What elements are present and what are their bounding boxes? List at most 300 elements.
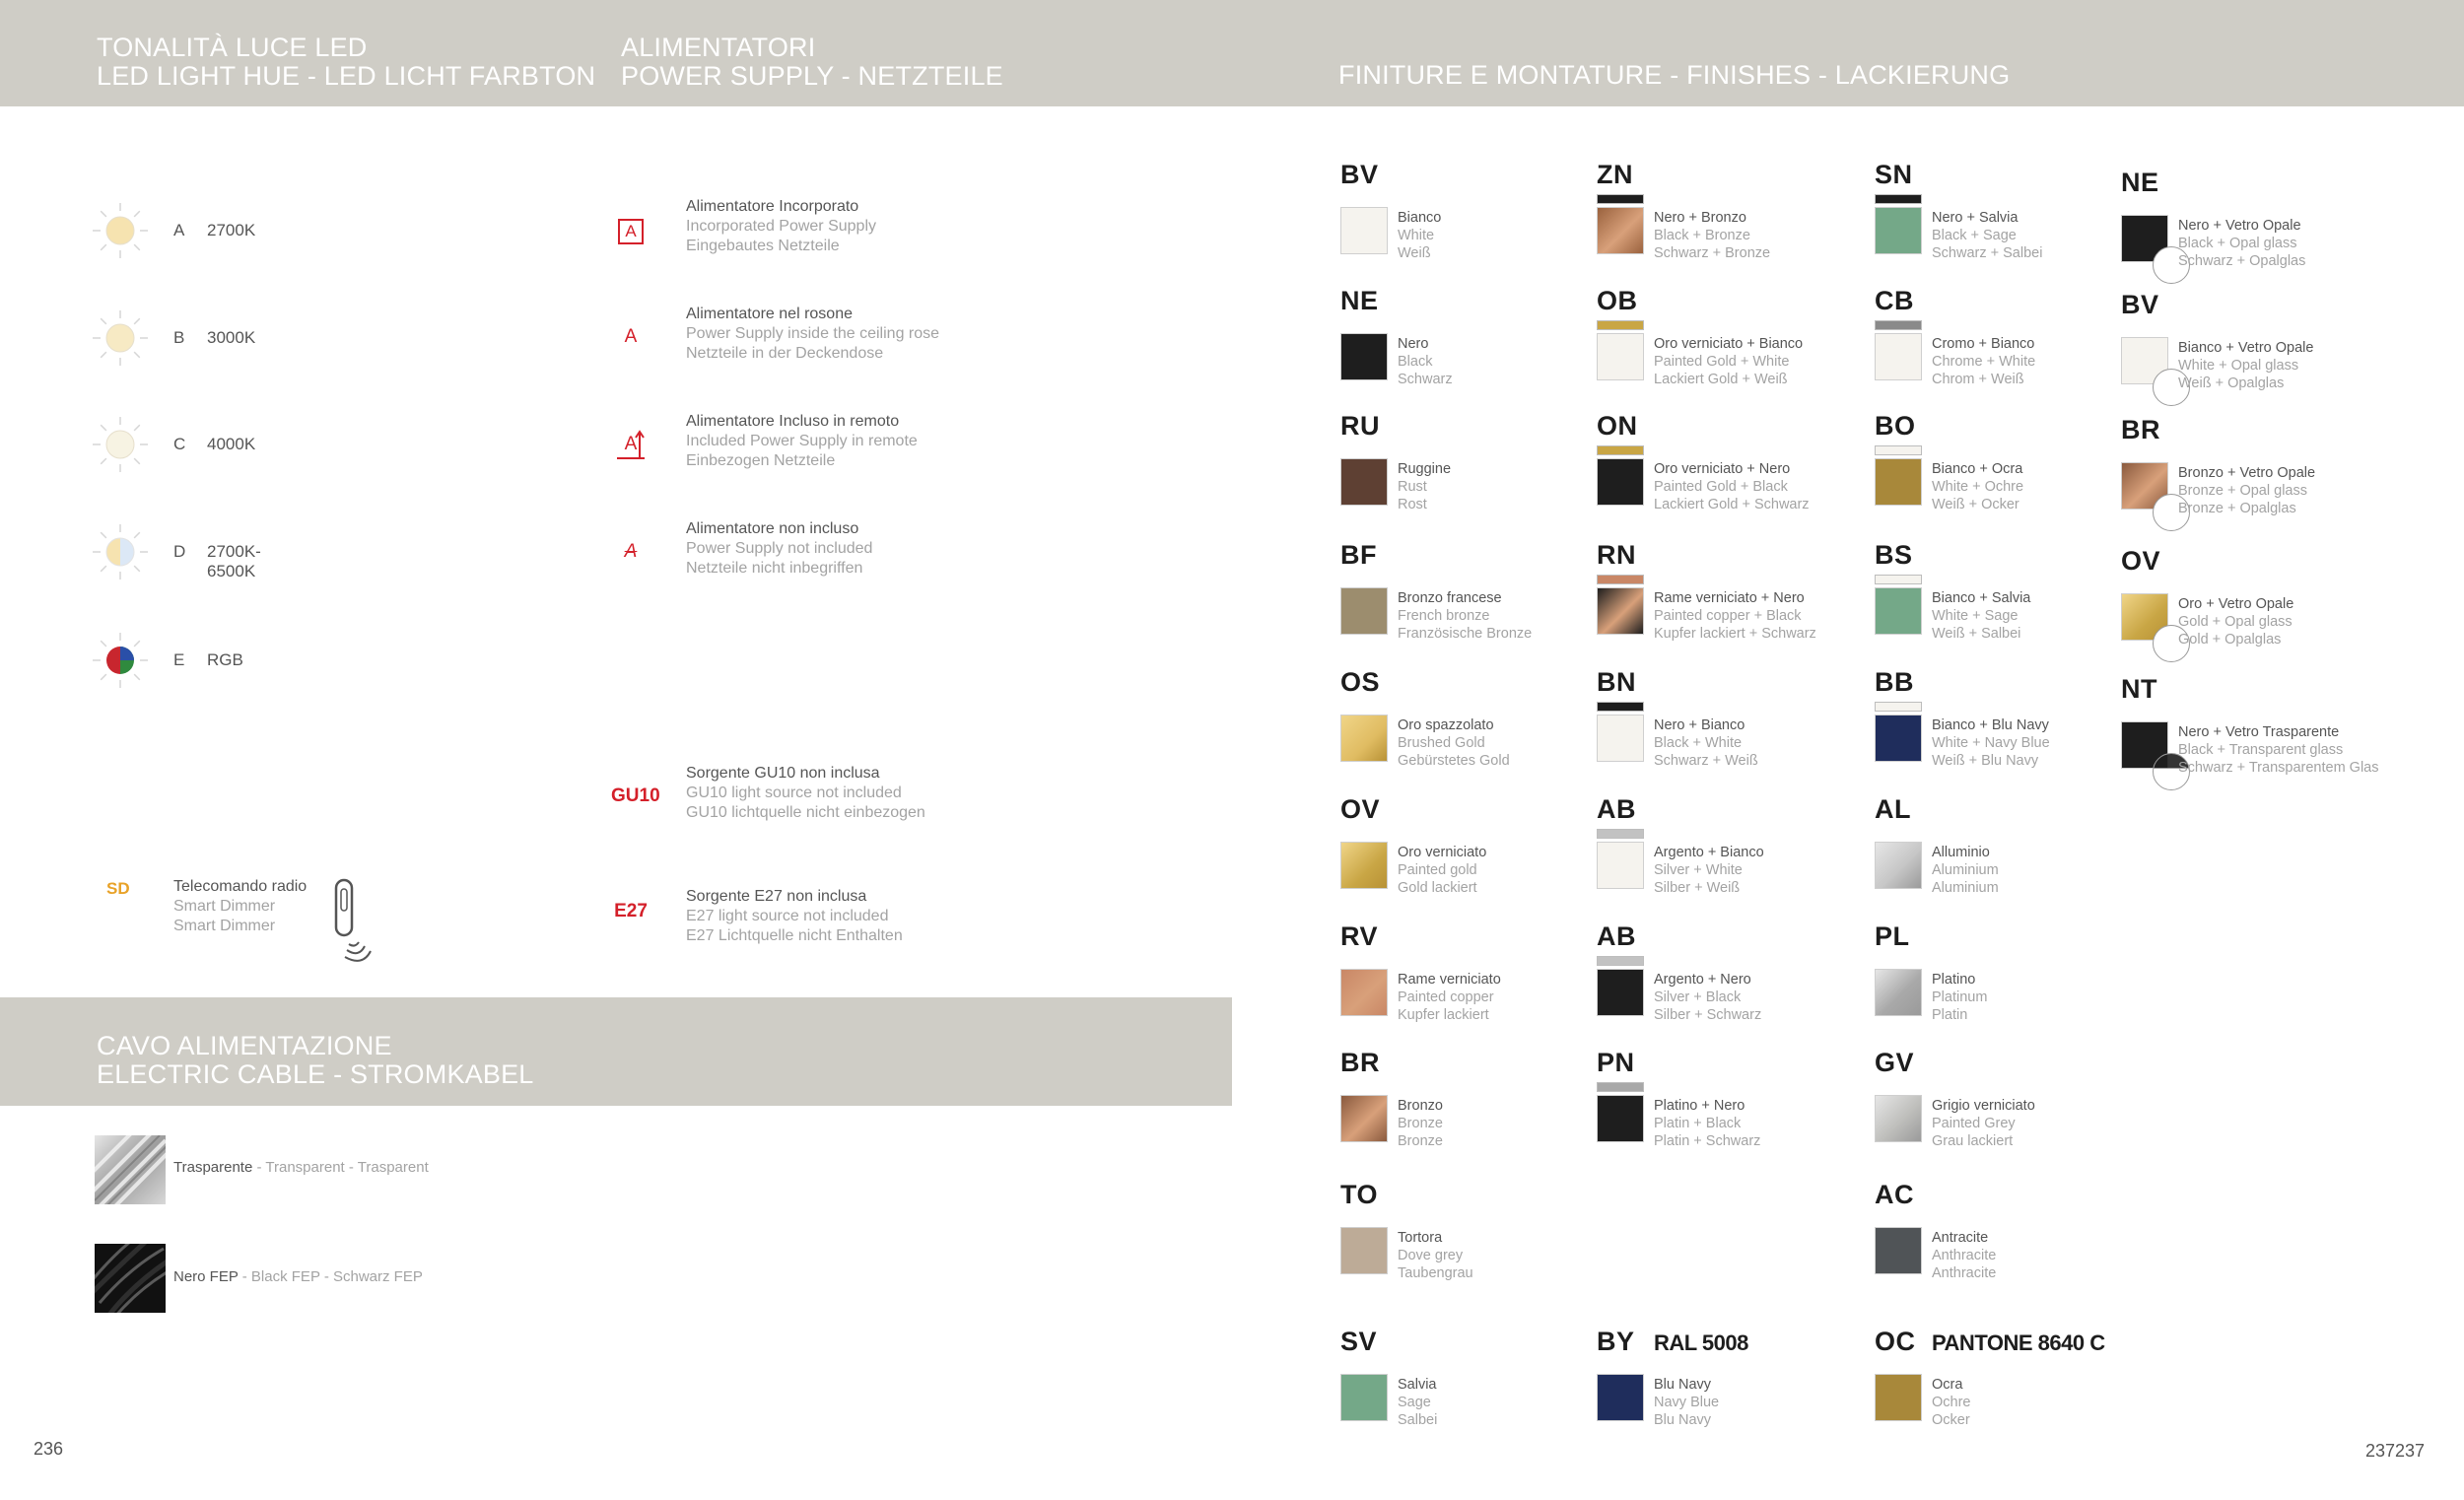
- cable-label-black: [173, 1268, 423, 1285]
- finish-description: [1932, 844, 1999, 897]
- power-supply-line-1: Alimentatore Incluso in remoto: [686, 413, 900, 430]
- finish-mount-stripe: [1597, 702, 1644, 712]
- finish-line-2: Ochre: [1932, 1395, 1971, 1410]
- finish-line-2: Painted copper + Black: [1654, 608, 1802, 624]
- smart-dimmer-l3: Smart Dimmer: [173, 918, 276, 934]
- power-supply-line-3: Einbezogen Netzteile: [686, 452, 836, 469]
- power-supply-symbol: A: [624, 541, 638, 562]
- finish-item: [1340, 160, 1597, 298]
- finish-line-3: Lackiert Gold + Schwarz: [1654, 497, 1810, 512]
- finish-item: [1597, 1327, 1853, 1465]
- finish-line-1: Nero: [1398, 336, 1429, 352]
- finish-code: AC: [1875, 1180, 1914, 1209]
- finish-item: [2121, 290, 2377, 428]
- finish-code: RU: [1340, 411, 1380, 441]
- finish-line-2: Painted gold: [1398, 862, 1477, 878]
- finish-item: [1875, 286, 2131, 424]
- power-supply-description: [686, 412, 918, 471]
- finish-code: BR: [2121, 415, 2160, 444]
- finish-item: [1597, 1048, 1853, 1186]
- finish-description: [1654, 971, 1761, 1024]
- finish-line-3: Kupfer lackiert: [1398, 1007, 1489, 1023]
- finish-description: [1654, 1097, 1760, 1150]
- finish-line-1: Ocra: [1932, 1377, 1963, 1393]
- finish-description: [1654, 335, 1803, 388]
- finish-line-1: Bianco + Vetro Opale: [2178, 340, 2314, 356]
- a-crossed-icon: [611, 541, 650, 563]
- finish-item: [1340, 1327, 1597, 1465]
- finish-item: [1597, 921, 1853, 1059]
- cable-label-transparent: [173, 1159, 429, 1176]
- finish-line-1: Nero + Salvia: [1932, 210, 2019, 226]
- finish-line-3: Platin: [1932, 1007, 1968, 1023]
- finish-color-swatch: [1340, 1227, 1388, 1274]
- finish-line-1: Bronzo: [1398, 1098, 1443, 1114]
- finish-line-3: Platin + Schwarz: [1654, 1133, 1761, 1149]
- finish-color-swatch: [1875, 715, 1922, 762]
- led-hue-temperature: 2700K-6500K: [207, 542, 261, 580]
- finish-item: [1875, 667, 2131, 805]
- finish-line-1: Salvia: [1398, 1377, 1437, 1393]
- finish-color-swatch: [1597, 1374, 1644, 1421]
- finish-code: OV: [2121, 546, 2161, 576]
- finish-description: [1932, 1229, 1996, 1282]
- finish-line-3: Schwarz + Weiß: [1654, 753, 1758, 769]
- finish-code: OB: [1597, 286, 1638, 315]
- finish-code: SV: [1340, 1327, 1378, 1356]
- a-remote-icon: [611, 434, 650, 455]
- power-supply-line-2: GU10 light source not included: [686, 784, 902, 801]
- finish-color-swatch: [1597, 458, 1644, 506]
- finish-mount-stripe: [1597, 575, 1644, 584]
- finish-line-1: Nero + Bronzo: [1654, 210, 1746, 226]
- power-supply-line-3: Eingebautes Netzteile: [686, 238, 840, 254]
- power-supply-line-2: Included Power Supply in remote: [686, 433, 918, 449]
- finish-code: AB: [1597, 921, 1636, 951]
- finish-code: NE: [1340, 286, 1379, 315]
- finish-description: [1932, 460, 2023, 513]
- rgb-bulb-icon: [91, 631, 150, 690]
- finish-color-swatch: [1340, 715, 1388, 762]
- power-supply-symbol: E27: [614, 901, 648, 921]
- finish-mount-stripe: [1597, 194, 1644, 204]
- smart-dimmer-text: [173, 877, 307, 936]
- warm-bulb-icon: [91, 201, 150, 260]
- finish-item: [1340, 540, 1597, 678]
- page-number-right: 237237: [2365, 1441, 2426, 1461]
- finish-line-2: Bronze + Opal glass: [2178, 483, 2307, 499]
- boxed-a-icon: [611, 219, 650, 244]
- finish-color-swatch: [1875, 587, 1922, 635]
- finish-line-3: Weiß: [1398, 245, 1431, 261]
- finish-color-swatch: [1597, 842, 1644, 889]
- finish-description: [1398, 1376, 1437, 1429]
- power-supply-line-1: Sorgente GU10 non inclusa: [686, 765, 880, 782]
- finish-code: CB: [1875, 286, 1914, 315]
- finish-line-2: Rust: [1398, 479, 1427, 495]
- power-supply-symbol: GU10: [611, 785, 660, 806]
- power-supply-symbol: A: [618, 219, 644, 244]
- finish-line-3: Rost: [1398, 497, 1427, 512]
- power-supply-line-1: Sorgente E27 non inclusa: [686, 888, 867, 905]
- finish-item: [1340, 411, 1597, 549]
- finish-code: BS: [1875, 540, 1913, 570]
- finish-code: AL: [1875, 794, 1911, 824]
- finish-line-3: Gold lackiert: [1398, 880, 1477, 896]
- finish-line-3: Salbei: [1398, 1412, 1438, 1428]
- finish-mount-stripe: [1597, 829, 1644, 839]
- finish-code: NT: [2121, 674, 2157, 704]
- finish-description: [1654, 589, 1816, 643]
- finish-description: [1398, 1229, 1473, 1282]
- remote-arrow-icon: [611, 426, 650, 461]
- hue-header-line1: TONALITÀ LUCE LED: [97, 33, 368, 62]
- finish-description: [1654, 844, 1764, 897]
- power-header: [621, 34, 1003, 91]
- power-supply-line-1: Alimentatore Incorporato: [686, 198, 859, 215]
- finish-line-3: Weiß + Ocker: [1932, 497, 2019, 512]
- finish-line-1: Platino: [1932, 972, 1976, 988]
- finish-line-3: Chrom + Weiß: [1932, 372, 2024, 387]
- finish-description: [1398, 971, 1501, 1024]
- power-header-line1: ALIMENTATORI: [621, 33, 816, 62]
- finish-code: PN: [1597, 1048, 1635, 1077]
- finish-color-swatch: [1597, 333, 1644, 380]
- finish-code: GV: [1875, 1048, 1915, 1077]
- finish-color-swatch: [1875, 333, 1922, 380]
- power-supply-symbol: A: [624, 326, 638, 347]
- finish-line-2: French bronze: [1398, 608, 1490, 624]
- finish-description: [2178, 339, 2313, 392]
- finish-item: [1597, 667, 1853, 805]
- power-supply-line-2: Incorporated Power Supply: [686, 218, 876, 235]
- finish-description: [1932, 971, 1987, 1024]
- finish-line-2: Bronze: [1398, 1116, 1443, 1131]
- finish-line-2: Black + Bronze: [1654, 228, 1750, 243]
- finish-description: [2178, 595, 2293, 648]
- finish-line-1: Oro verniciato + Bianco: [1654, 336, 1804, 352]
- finish-line-3: Weiß + Salbei: [1932, 626, 2021, 642]
- finish-line-1: Cromo + Bianco: [1932, 336, 2035, 352]
- finish-line-1: Bianco + Salvia: [1932, 590, 2031, 606]
- finish-line-2: Anthracite: [1932, 1248, 1997, 1263]
- finish-line-1: Platino + Nero: [1654, 1098, 1745, 1114]
- finish-line-3: Aluminium: [1932, 880, 1999, 896]
- finish-item: [1597, 286, 1853, 424]
- led-hue-letter: E: [173, 650, 185, 669]
- finish-line-3: Gold + Opalglas: [2178, 632, 2282, 648]
- finish-description: [1398, 335, 1453, 388]
- power-supply-line-3: Netzteile in der Deckendose: [686, 345, 884, 362]
- finish-color-swatch: [1597, 1095, 1644, 1142]
- finish-item: [1597, 411, 1853, 549]
- finish-mount-stripe: [1597, 956, 1644, 966]
- finish-color-swatch: [1597, 587, 1644, 635]
- led-hue-letter: C: [173, 435, 186, 453]
- finish-item: [1875, 921, 2131, 1059]
- finish-color-swatch: [1340, 207, 1388, 254]
- finish-line-3: Schwarz + Opalglas: [2178, 253, 2306, 269]
- finish-color-swatch: [1597, 207, 1644, 254]
- finish-code: BO: [1875, 411, 1916, 441]
- finish-line-2: Brushed Gold: [1398, 735, 1485, 751]
- finish-code: OS: [1340, 667, 1381, 697]
- finish-line-1: Bianco: [1398, 210, 1442, 226]
- finish-color-reference: PANTONE 8640 C: [1932, 1330, 2105, 1355]
- finish-line-3: Weiß + Blu Navy: [1932, 753, 2039, 769]
- finish-line-3: Silber + Weiß: [1654, 880, 1741, 896]
- finish-line-1: Alluminio: [1932, 845, 1990, 860]
- finishes-header: [1338, 61, 2010, 90]
- finish-item: [1875, 794, 2131, 932]
- finish-line-3: Bronze: [1398, 1133, 1443, 1149]
- warm-bulb-icon: [91, 308, 150, 368]
- finish-color-swatch: [1875, 969, 1922, 1016]
- finish-mount-stripe: [1875, 194, 1922, 204]
- finish-line-2: White: [1398, 228, 1435, 243]
- cable-header: [97, 1032, 534, 1089]
- finish-item: [1875, 540, 2131, 678]
- finish-description: [2178, 217, 2305, 270]
- finish-description: [1398, 1097, 1443, 1150]
- finish-description: [1932, 209, 2042, 262]
- finish-line-3: Anthracite: [1932, 1265, 1997, 1281]
- finish-line-2: Silver + Black: [1654, 989, 1742, 1005]
- finish-line-2: Platinum: [1932, 989, 1988, 1005]
- led-hue-letter: D: [173, 542, 186, 561]
- finish-mount-stripe: [1875, 575, 1922, 584]
- finish-code: ZN: [1597, 160, 1633, 189]
- finish-mount-stripe: [1597, 320, 1644, 330]
- cable-header-line2: ELECTRIC CABLE - STROMKABEL: [97, 1059, 534, 1089]
- finish-line-2: White + Ochre: [1932, 479, 2024, 495]
- power-header-line2: POWER SUPPLY - NETZTEILE: [621, 61, 1003, 91]
- finish-line-3: Taubengrau: [1398, 1265, 1473, 1281]
- smart-dimmer: [106, 877, 402, 976]
- finish-item: [1597, 540, 1853, 678]
- finish-code: BY: [1597, 1327, 1635, 1356]
- finish-item: [1875, 160, 2131, 298]
- finish-description: [1654, 1376, 1719, 1429]
- finish-line-2: Painted Gold + White: [1654, 354, 1790, 370]
- finish-mount-stripe: [1597, 445, 1644, 455]
- finish-line-1: Argento + Bianco: [1654, 845, 1764, 860]
- finish-color-swatch: [1875, 207, 1922, 254]
- finish-item: [1875, 1180, 2131, 1318]
- finish-line-2: Aluminium: [1932, 862, 1999, 878]
- finish-line-3: Lackiert Gold + Weiß: [1654, 372, 1788, 387]
- finish-line-2: Black + Sage: [1932, 228, 2017, 243]
- finish-description: [1932, 1376, 1971, 1429]
- finish-line-3: Schwarz: [1398, 372, 1453, 387]
- smart-dimmer-l1: Telecomando radio: [173, 878, 308, 895]
- cable-name-transparent: Trasparente: [173, 1159, 253, 1176]
- finish-line-3: Kupfer lackiert + Schwarz: [1654, 626, 1816, 642]
- smart-dimmer-code: SD: [106, 879, 130, 898]
- a-icon: [611, 326, 650, 348]
- finish-code: RN: [1597, 540, 1636, 570]
- finish-color-swatch: [1340, 1374, 1388, 1421]
- cable-name-black: Nero FEP: [173, 1268, 239, 1285]
- finish-line-1: Grigio verniciato: [1932, 1098, 2035, 1114]
- finish-item: [1340, 794, 1597, 932]
- finish-line-3: Schwarz + Salbei: [1932, 245, 2043, 261]
- finish-code: BV: [1340, 160, 1379, 189]
- power-supply-line-2: Power Supply not included: [686, 540, 873, 557]
- finish-code: BN: [1597, 667, 1636, 697]
- finish-line-3: Weiß + Opalglas: [2178, 375, 2285, 391]
- finish-code: BB: [1875, 667, 1914, 697]
- finish-line-3: Blu Navy: [1654, 1412, 1712, 1428]
- finish-code: PL: [1875, 921, 1910, 951]
- finish-line-1: Antracite: [1932, 1230, 1989, 1246]
- power-supply-line-2: E27 light source not included: [686, 908, 889, 924]
- power-supply-line-3: Netzteile nicht inbegriffen: [686, 560, 863, 577]
- finish-line-1: Rame verniciato: [1398, 972, 1501, 988]
- finish-code: NE: [2121, 168, 2159, 197]
- finish-line-2: Painted Grey: [1932, 1116, 2016, 1131]
- finish-line-1: Tortora: [1398, 1230, 1443, 1246]
- finish-line-1: Oro spazzolato: [1398, 717, 1494, 733]
- power-supply-description: [686, 764, 925, 823]
- finish-line-1: Nero + Vetro Opale: [2178, 218, 2301, 234]
- led-hue-temperature: 3000K: [207, 328, 256, 347]
- finish-line-1: Oro verniciato: [1398, 845, 1487, 860]
- led-hue-temperature: RGB: [207, 650, 243, 669]
- finish-item: [1340, 1048, 1597, 1186]
- finish-color-swatch: [1340, 1095, 1388, 1142]
- finish-item: [2121, 415, 2377, 553]
- finish-description: [1398, 209, 1441, 262]
- finish-description: [1398, 844, 1486, 897]
- page-number-left: 236: [34, 1439, 64, 1459]
- finish-color-swatch: [1340, 842, 1388, 889]
- finish-mount-stripe: [1875, 320, 1922, 330]
- finish-color-swatch: [1340, 333, 1388, 380]
- finish-line-1: Nero + Bianco: [1654, 717, 1745, 733]
- finish-item: [1597, 794, 1853, 932]
- power-supply-description: [686, 519, 872, 579]
- finish-line-3: Silber + Schwarz: [1654, 1007, 1762, 1023]
- finish-color-reference: RAL 5008: [1654, 1330, 1748, 1355]
- gu10-icon: [611, 785, 660, 807]
- remote-control-icon: [325, 877, 384, 971]
- finish-code: RV: [1340, 921, 1379, 951]
- finish-line-2: Black: [1398, 354, 1433, 370]
- led-hue-temperature: 4000K: [207, 435, 256, 453]
- finish-line-2: Gold + Opal glass: [2178, 614, 2293, 630]
- power-supply-description: [686, 887, 903, 946]
- neutral-bulb-icon: [91, 415, 150, 474]
- finish-line-2: White + Sage: [1932, 608, 2019, 624]
- finish-line-2: Painted copper: [1398, 989, 1494, 1005]
- finish-code: TO: [1340, 1180, 1379, 1209]
- finish-code: ON: [1597, 411, 1638, 441]
- tunable-bulb-icon: [91, 522, 150, 581]
- finish-item: [1875, 1327, 2131, 1465]
- finish-description: [1398, 460, 1451, 513]
- finish-line-1: Blu Navy: [1654, 1377, 1712, 1393]
- finish-line-1: Argento + Nero: [1654, 972, 1751, 988]
- finish-color-swatch: [1340, 587, 1388, 635]
- power-supply-line-1: Alimentatore nel rosone: [686, 306, 853, 322]
- finish-description: [1932, 335, 2035, 388]
- finish-line-1: Bronzo + Vetro Opale: [2178, 465, 2316, 481]
- finish-description: [2178, 464, 2315, 517]
- black-cable-icon: [95, 1244, 166, 1313]
- finish-item: [2121, 168, 2377, 306]
- finish-description: [2178, 723, 2379, 777]
- finish-color-swatch: [1340, 969, 1388, 1016]
- finish-description: [1398, 589, 1532, 643]
- finish-line-3: Gebürstetes Gold: [1398, 753, 1510, 769]
- finish-description: [1932, 589, 2030, 643]
- finish-color-swatch: [1875, 1374, 1922, 1421]
- finish-line-2: Navy Blue: [1654, 1395, 1720, 1410]
- finish-line-1: Oro + Vetro Opale: [2178, 596, 2294, 612]
- finish-description: [1932, 1097, 2035, 1150]
- hue-header-line2: LED LIGHT HUE - LED LICHT FARBTON: [97, 61, 596, 91]
- finish-line-2: White + Opal glass: [2178, 358, 2299, 374]
- led-hue-letter: B: [173, 328, 185, 347]
- finish-color-swatch: [1875, 1227, 1922, 1274]
- finish-item: [2121, 546, 2377, 684]
- header-band-right: [1301, 0, 2464, 106]
- finish-line-1: Ruggine: [1398, 461, 1452, 477]
- finish-color-swatch: [1340, 458, 1388, 506]
- power-supply-description: [686, 197, 876, 256]
- finish-item: [1875, 411, 2131, 549]
- finish-line-1: Bianco + Ocra: [1932, 461, 2023, 477]
- finish-description: [1932, 716, 2050, 770]
- finish-line-2: Chrome + White: [1932, 354, 2036, 370]
- finish-line-1: Nero + Vetro Trasparente: [2178, 724, 2340, 740]
- finish-line-2: Sage: [1398, 1395, 1431, 1410]
- finish-code: BV: [2121, 290, 2159, 319]
- finish-line-3: Grau lackiert: [1932, 1133, 2014, 1149]
- finish-line-1: Bronzo francese: [1398, 590, 1502, 606]
- finish-line-2: Black + White: [1654, 735, 1743, 751]
- finish-line-3: Schwarz + Bronze: [1654, 245, 1771, 261]
- finish-line-3: Schwarz + Transparentem Glas: [2178, 760, 2379, 776]
- finish-mount-stripe: [1875, 702, 1922, 712]
- finish-description: [1654, 716, 1758, 770]
- finish-line-3: Ocker: [1932, 1412, 1970, 1428]
- finish-item: [1875, 1048, 2131, 1186]
- finish-color-swatch: [1597, 969, 1644, 1016]
- transparent-cable-icon: [95, 1135, 166, 1204]
- power-supply-line-3: GU10 lichtquelle nicht einbezogen: [686, 804, 925, 821]
- finish-line-1: Oro verniciato + Nero: [1654, 461, 1791, 477]
- e27-icon: [611, 901, 650, 922]
- finish-code: BR: [1340, 1048, 1380, 1077]
- finish-item: [1340, 286, 1597, 424]
- finish-item: [1340, 921, 1597, 1059]
- finish-line-2: Dove grey: [1398, 1248, 1464, 1263]
- finish-color-swatch: [1875, 1095, 1922, 1142]
- finish-item: [2121, 674, 2377, 812]
- power-supply-line-1: Alimentatore non incluso: [686, 520, 859, 537]
- finish-line-2: Platin + Black: [1654, 1116, 1742, 1131]
- power-supply-description: [686, 305, 939, 364]
- finish-code: OV: [1340, 794, 1381, 824]
- finish-description: [1654, 209, 1770, 262]
- finish-item: [1340, 667, 1597, 805]
- finish-line-1: Bianco + Blu Navy: [1932, 717, 2049, 733]
- finish-description: [1398, 716, 1510, 770]
- cable-rest-black: - Black FEP - Schwarz FEP: [238, 1268, 423, 1285]
- finish-code: AB: [1597, 794, 1636, 824]
